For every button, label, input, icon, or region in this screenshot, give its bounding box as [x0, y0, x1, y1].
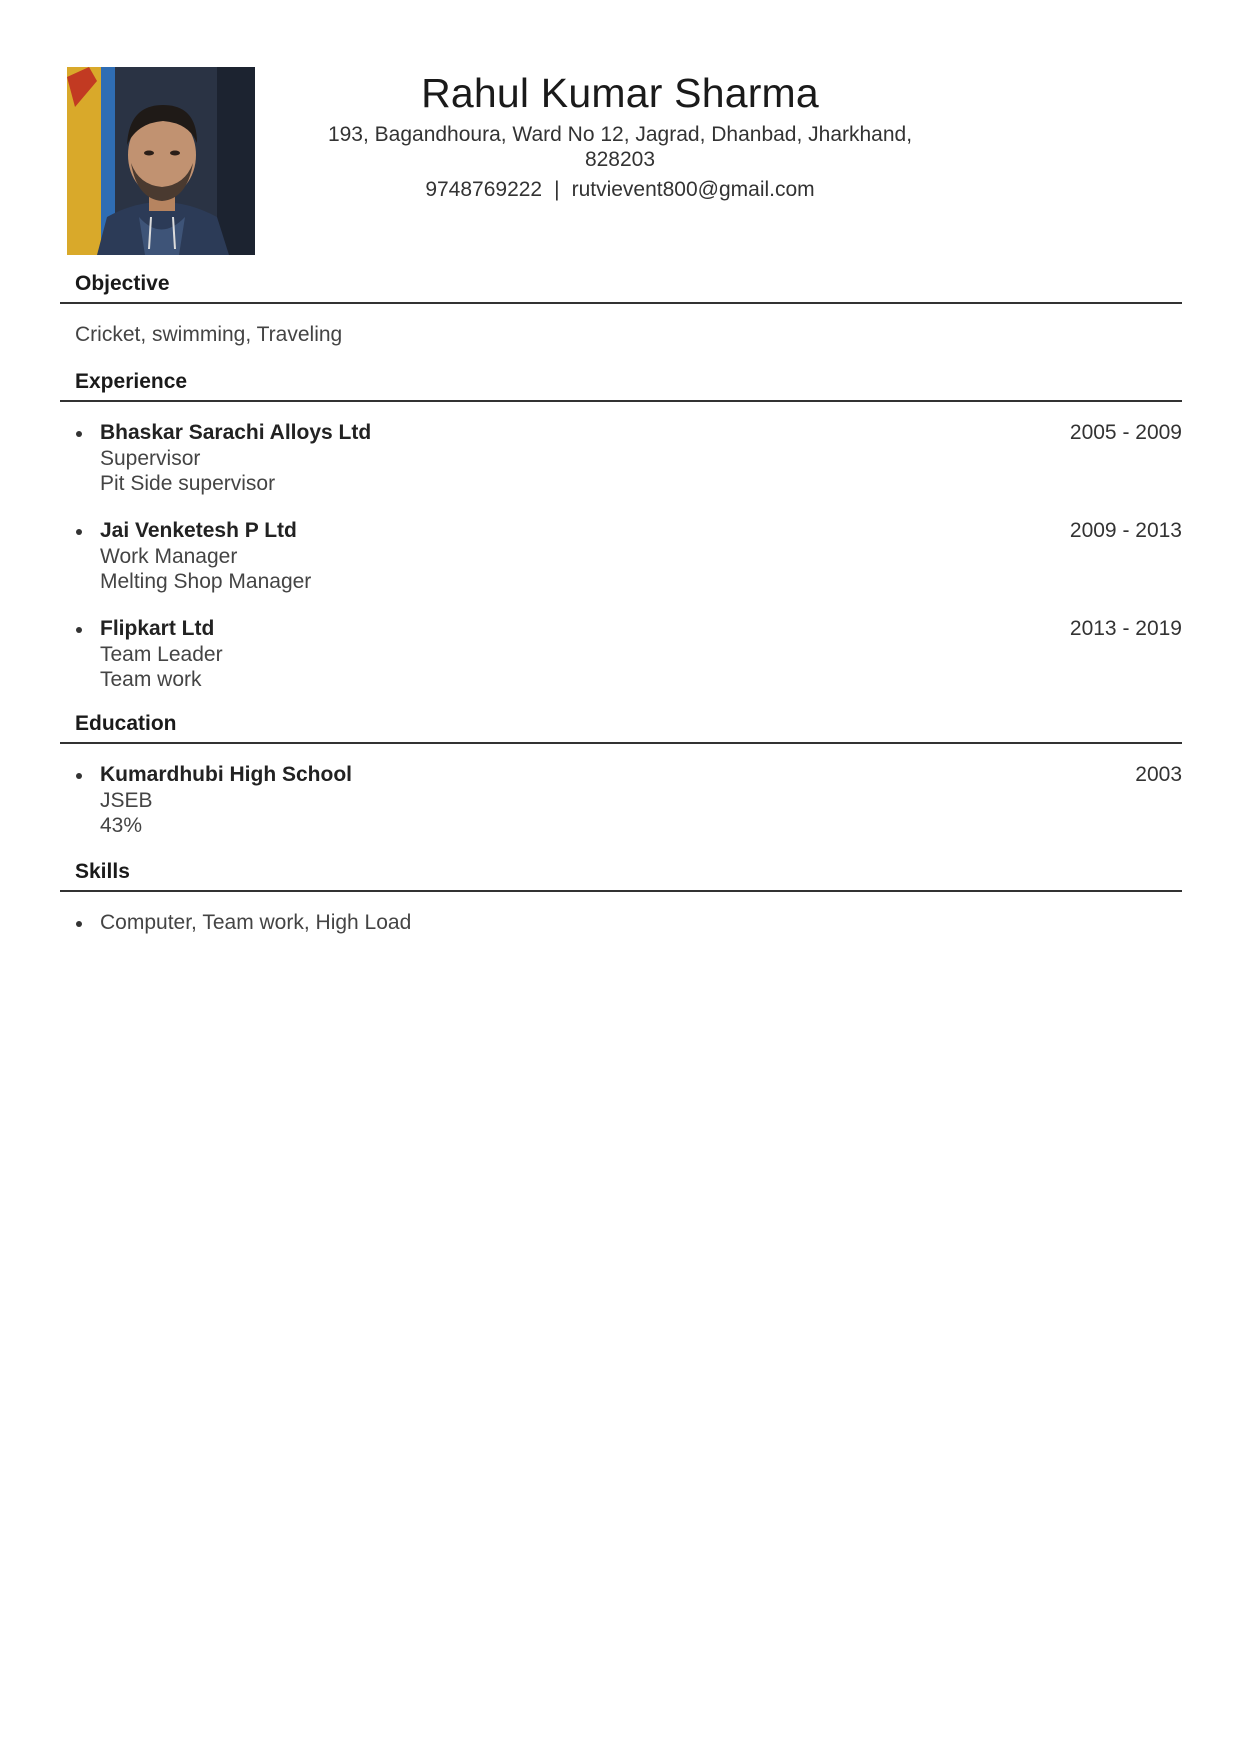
- education-section: [60, 710, 1182, 860]
- section-title-objective: Objective: [60, 270, 1182, 304]
- skills-entry: [60, 910, 1182, 936]
- experience-section: [60, 368, 1182, 714]
- education-score: 43%: [100, 814, 143, 837]
- skills-text: Computer, Team work, High Load: [100, 911, 412, 934]
- phone-number: 9748769222: [425, 178, 543, 201]
- section-title-education: Education: [60, 710, 1182, 744]
- company-name: Bhaskar Sarachi Alloys Ltd: [100, 421, 372, 444]
- employment-dates: 2005 - 2009: [1069, 421, 1182, 444]
- bullet-icon: [76, 921, 82, 927]
- job-title: Work Manager: [100, 545, 238, 568]
- skills-section: [60, 858, 1182, 936]
- bullet-icon: [76, 431, 82, 437]
- contact-separator: |: [554, 178, 560, 201]
- bullet-icon: [76, 529, 82, 535]
- education-list: [60, 762, 1182, 838]
- employment-dates: 2013 - 2019: [1069, 617, 1182, 640]
- job-description: Melting Shop Manager: [100, 570, 312, 593]
- experience-list: [60, 420, 1182, 692]
- school-name: Kumardhubi High School: [100, 763, 352, 786]
- objective-section: [60, 270, 1182, 348]
- header: [300, 66, 940, 204]
- job-description: Pit Side supervisor: [100, 472, 276, 495]
- employment-dates: 2009 - 2013: [1069, 519, 1182, 542]
- company-name: Jai Venketesh P Ltd: [100, 519, 297, 542]
- candidate-name: Rahul Kumar Sharma: [421, 70, 819, 116]
- address: 193, Bagandhoura, Ward No 12, Jagrad, Dhanbad, Jharkhand, 828203: [327, 123, 913, 171]
- experience-entry: [60, 518, 1182, 594]
- experience-entry: [60, 616, 1182, 692]
- experience-entry: [60, 420, 1182, 496]
- bullet-icon: [76, 627, 82, 633]
- company-name: Flipkart Ltd: [100, 617, 215, 640]
- bullet-icon: [76, 773, 82, 779]
- education-board: JSEB: [100, 789, 153, 812]
- section-title-experience: Experience: [60, 368, 1182, 402]
- graduation-year: 2003: [1135, 763, 1182, 786]
- contact-line: [300, 176, 940, 204]
- job-description: Team work: [100, 668, 202, 691]
- job-title: Team Leader: [100, 643, 223, 666]
- section-title-skills: Skills: [60, 858, 1182, 892]
- profile-photo: [67, 67, 255, 255]
- job-title: Supervisor: [100, 447, 201, 470]
- objective-text: Cricket, swimming, Traveling: [75, 323, 343, 346]
- education-entry: [60, 762, 1182, 838]
- email-address: rutvievent800@gmail.com: [571, 178, 815, 201]
